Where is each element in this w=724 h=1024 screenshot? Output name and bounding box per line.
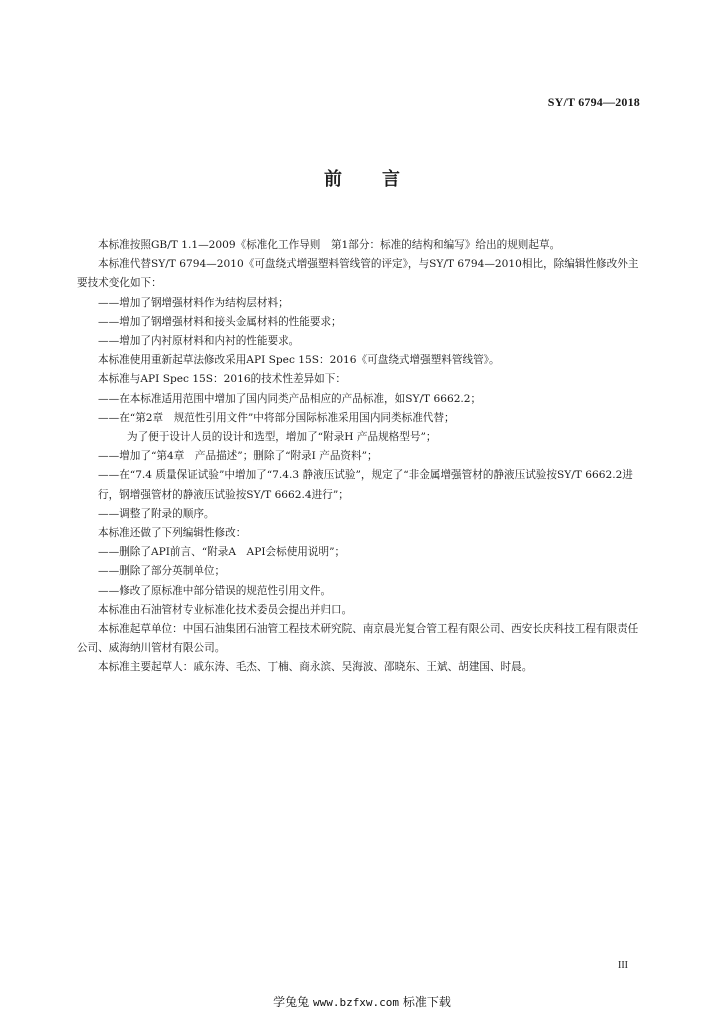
watermark xyxy=(0,993,724,1010)
paragraph: 本标准起草单位：中国石油集团石油管工程技术研究院、南京晨光复合管工程有限公司、西安长庆科技工程有限责任公司、威海纳川管材有限公司。 xyxy=(77,623,639,655)
list-item: ——在“7.4 质量保证试验”中增加了“7.4.3 静液压试验”，规定了“非金属增强管材的静液压试验按SY/T 6662.2进行，钢增强管材的静液压试验按SY/T 6662.4进行”； xyxy=(98,469,633,501)
list-item: ——在本标准适用范围中增加了国内同类产品相应的产品标准，如SY/T 6662.2； xyxy=(98,392,482,405)
list-item: ——增加了钢增强材料和接头金属材料的性能要求； xyxy=(98,315,342,328)
page-number: III xyxy=(618,960,628,971)
paragraph: 本标准使用重新起草法修改采用API Spec 15S：2016《可盘绕式增强塑料管线管》。 xyxy=(98,354,500,367)
list-item: ——删除了API前言、“附录A API会标使用说明”； xyxy=(98,546,346,559)
list-item: ——修改了原标准中部分错误的规范性引用文件。 xyxy=(98,584,332,597)
standard-code: SY/T 6794—2018 xyxy=(547,95,640,109)
paragraph: 本标准按照GB/T 1.1—2009《标准化工作导则 第1部分：标准的结构和编写》给出的规则起草。 xyxy=(98,239,561,251)
list-item: ——增加了“第4章 产品描述”；删除了“附录I 产品资料”； xyxy=(98,450,378,463)
list-item: ——删除了部分英制单位； xyxy=(98,565,226,578)
paragraph: 本标准由石油管材专业标准化技术委员会提出并归口。 xyxy=(98,603,353,616)
list-item: ——增加了内衬原材料和内衬的性能要求。 xyxy=(98,335,300,348)
paragraph: 本标准主要起草人：戚东涛、毛杰、丁楠、商永滨、吴海波、邵晓东、王斌、胡建国、时晨。 xyxy=(98,661,533,674)
watermark-site: 学兔兔 xyxy=(273,995,310,1009)
watermark-url[interactable]: www.bzfxw.com xyxy=(312,996,400,1009)
list-item: ——增加了钢增强材料作为结构层材料； xyxy=(98,296,289,309)
paragraph: 本标准代替SY/T 6794—2010《可盘绕式增强塑料管线管的评定》，与SY/T 6794—2010相比，除编辑性修改外主要技术变化如下： xyxy=(77,258,639,290)
paragraph: 本标准还做了下列编辑性修改： xyxy=(98,527,247,540)
list-item: ——调整了附录的顺序。 xyxy=(98,507,215,520)
paragraph: 本标准与API Spec 15S：2016的技术性差异如下： xyxy=(98,373,346,386)
page-title: 前言 xyxy=(324,169,440,190)
watermark-label: 标准下载 xyxy=(402,995,451,1009)
foreword-body xyxy=(77,236,643,678)
list-item-continuation: 为了便于设计人员的设计和选型，增加了“附录H 产品规格型号”； xyxy=(127,431,437,444)
list-item: ——在“第2章 规范性引用文件”中将部分国际标准采用国内同类标准代替； xyxy=(98,411,455,424)
